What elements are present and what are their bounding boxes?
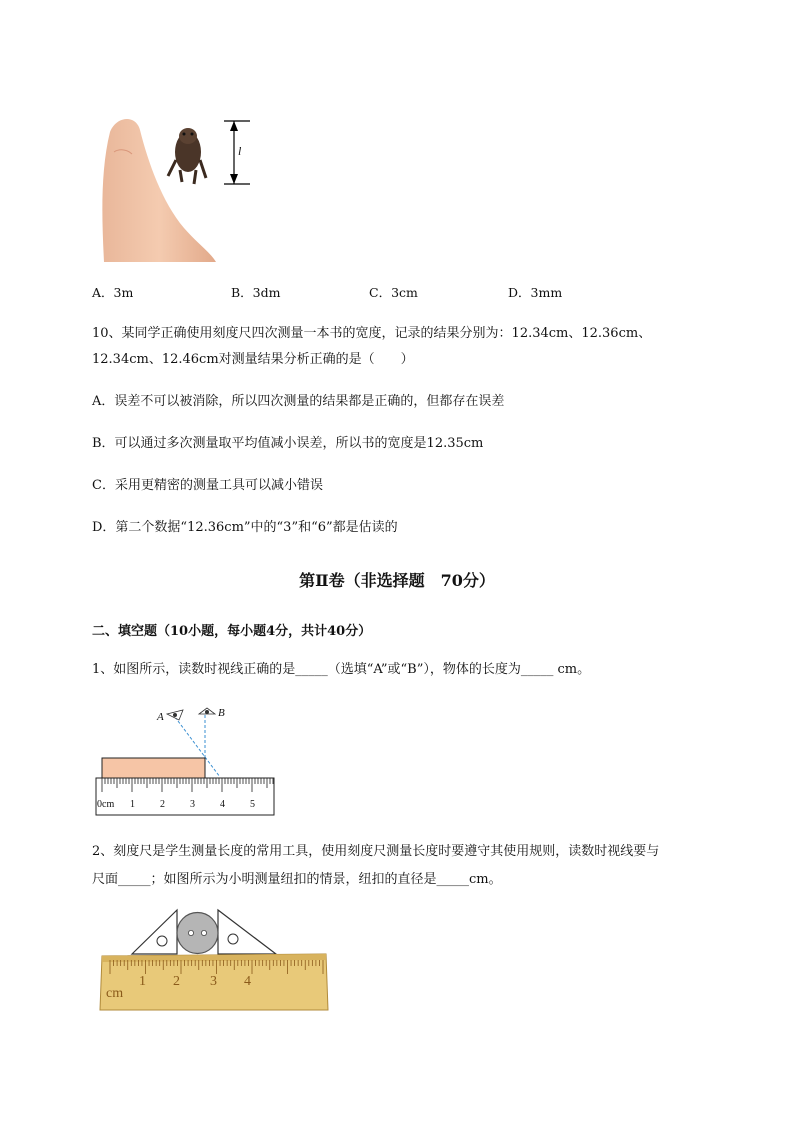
eye-a-label: A xyxy=(157,711,164,723)
ruler xyxy=(96,778,274,815)
measured-block xyxy=(102,758,205,778)
q9-option-d: D．3mm xyxy=(508,285,563,300)
q9-option-a: A．3m xyxy=(92,285,134,300)
q10-stem-line1: 10、某同学正确使用刻度尺四次测量一本书的宽度，记录的结果分别为：12.34cm、12.36cm、 xyxy=(92,326,652,341)
ruler-label-1: 1 xyxy=(130,799,135,810)
eye-a-icon xyxy=(167,710,183,720)
wood-ruler-label-3: 3 xyxy=(210,974,217,989)
ruler-label-3: 3 xyxy=(190,799,195,810)
thumb-shape xyxy=(102,119,216,262)
q10-stem-line2: 12.34cm、12.46cm对测量结果分析正确的是（ ） xyxy=(92,352,414,367)
length-label: l xyxy=(238,144,242,158)
ruler-label-0: 0cm xyxy=(97,799,115,810)
button-measure-figure xyxy=(98,906,330,1012)
eye-b-label: B xyxy=(218,707,225,719)
right-triangle xyxy=(218,910,276,954)
ruler-label-5: 5 xyxy=(250,799,255,810)
q10-option-c: C．采用更精密的测量工具可以减小错误 xyxy=(92,478,323,493)
ruler-unit-cm: cm xyxy=(106,986,124,1001)
fq1-stem: 1、如图所示，读数时视线正确的是_____（选填“A”或“B”），物体的长度为_____ cm。 xyxy=(92,662,591,677)
part2-title: 第Ⅱ卷（非选择题 70分） xyxy=(299,571,495,590)
ruler-label-4: 4 xyxy=(220,799,225,810)
q9-option-c: C．3cm xyxy=(369,285,418,300)
height-marker xyxy=(224,121,250,184)
wood-ruler-label-2: 2 xyxy=(173,974,180,989)
q9-option-b: B．3dm xyxy=(231,285,281,300)
q10-option-b: B．可以通过多次测量取平均值减小误差，所以书的宽度是12.35cm xyxy=(92,436,484,451)
left-triangle xyxy=(132,910,177,954)
fq2-stem-line2: 尺面_____；如图所示为小明测量纽扣的情景，纽扣的直径是_____cm。 xyxy=(92,872,502,887)
wood-ruler-label-1: 1 xyxy=(139,974,146,989)
thumb-frog-figure xyxy=(92,112,257,262)
frog-icon xyxy=(168,128,206,184)
sightline-ruler-figure xyxy=(95,700,277,818)
eye-b-icon xyxy=(199,708,215,714)
section-heading: 二、填空题（10小题，每小题4分，共计40分） xyxy=(92,624,372,639)
q10-option-a: A．误差不可以被消除，所以四次测量的结果都是正确的，但都存在误差 xyxy=(92,394,505,409)
fq2-stem-line1: 2、刻度尺是学生测量长度的常用工具，使用刻度尺测量长度时要遵守其使用规则，读数时视线要与 xyxy=(92,844,660,859)
button-object xyxy=(177,913,218,954)
ruler-label-2: 2 xyxy=(160,799,165,810)
wood-ruler-label-4: 4 xyxy=(244,974,251,989)
q10-option-d: D．第二个数据“12.36cm”中的“3”和“6”都是估读的 xyxy=(92,520,398,535)
